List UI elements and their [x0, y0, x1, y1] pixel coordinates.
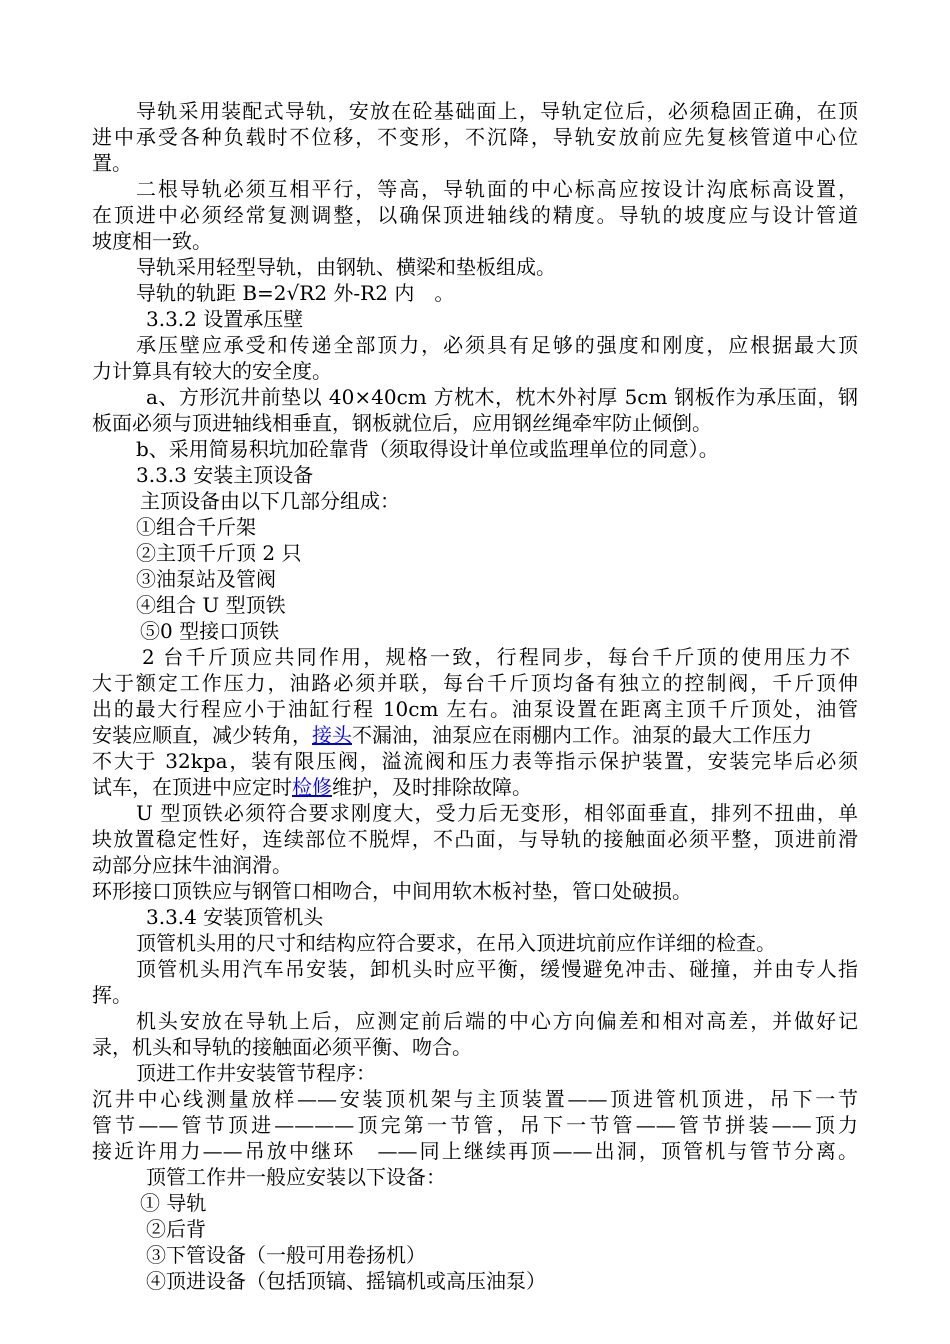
list2-item: ① 导轨 — [140, 1191, 207, 1215]
heading-3-3-4: 3.3.4 安装顶管机头 — [146, 905, 324, 929]
p14-line1: 机头安放在导轨上后，应测定前后端的中心方向偏差和相对高差，并做好记 — [136, 1009, 858, 1033]
p4: 导轨的轨距 B=2√R2 外-R2 内 。 — [136, 281, 455, 305]
list2-item: ③下管设备（一般可用卷扬机） — [146, 1243, 426, 1267]
p6-line1: a、方形沉井前垫以 40×40cm 方枕木，枕木外衬厚 5cm 钢板作为承压面，钢 — [146, 385, 858, 409]
p2-line2: 在顶进中必须经常复测调整，以确保顶进轴线的精度。导轨的坡度应与设计管道 — [92, 203, 858, 227]
p9-line2: 大于额定工作压力，油路必须并联，每台千斤顶均备有独立的控制阀，千斤顶伸 — [92, 671, 858, 695]
p14-line2: 录，机头和导轨的接触面必须平衡、吻合。 — [92, 1035, 472, 1059]
p2-line1: 二根导轨必须互相平行，等高，导轨面的中心标高应按设计沟底标高设置， — [136, 177, 858, 201]
p9-line6: 试车，在顶进中应定时检修维护，及时排除故障。 — [92, 775, 532, 799]
p12: 顶管机头用的尺寸和结构应符合要求，在吊入顶进坑前应作详细的检查。 — [136, 931, 776, 955]
list1-item: ⑤0 型接口顶铁 — [140, 619, 280, 643]
p10-line1: U 型顶铁必须符合要求刚度大，受力后无变形，相邻面垂直，排列不扭曲，单 — [136, 801, 858, 825]
p1-line2: 进中承受各种负载时不位移，不变形，不沉降，导轨安放前应先复核管道中心位 — [92, 125, 858, 149]
p16-line1: 沉井中心线测量放样——安装顶机架与主顶装置——顶进管机顶进，吊下一节 — [92, 1087, 858, 1111]
list1-item: ④组合 U 型顶铁 — [136, 593, 286, 617]
p7: b、采用简易积坑加砼靠背（须取得设计单位或监理单位的同意）。 — [136, 437, 719, 461]
p9-line5: 不大于 32kpa，装有限压阀，溢流阀和压力表等指示保护装置，安装完毕后必须 — [92, 749, 858, 773]
list2-item: ④顶进设备（包括顶镐、摇镐机或高压油泵） — [146, 1269, 546, 1293]
p8: 主顶设备由以下几部分组成： — [140, 489, 400, 513]
p10-line2: 块放置稳定性好，连续部位不脱焊，不凸面，与导轨的接触面必须平整，顶进前滑 — [92, 827, 858, 851]
p17: 顶管工作井一般应安装以下设备： — [146, 1165, 446, 1189]
p5-line1: 承压壁应承受和传递全部顶力，必须具有足够的强度和刚度，应根据最大顶 — [136, 333, 858, 357]
link-joint[interactable]: 接头 — [312, 723, 352, 747]
list2-item: ②后背 — [146, 1217, 206, 1241]
p5-line2: 力计算具有较大的安全度。 — [92, 359, 332, 383]
p15: 顶进工作井安装管节程序： — [136, 1061, 376, 1085]
list1-item: ②主顶千斤顶 2 只 — [136, 541, 302, 565]
link-maintenance[interactable]: 检修 — [292, 775, 332, 799]
p9-line1: 2 台千斤顶应共同作用，规格一致，行程同步，每台千斤顶的使用压力不 — [142, 645, 850, 669]
p16-line2: 管节——管节顶进————顶完第一节管，吊下一节管——管节拼装——顶力 — [92, 1113, 858, 1137]
p13-line1: 顶管机头用汽车吊安装，卸机头时应平衡，缓慢避免冲击、碰撞，并由专人指 — [136, 957, 858, 981]
p10-line3: 动部分应抹牛油润滑。 — [92, 853, 292, 877]
p2-line3: 坡度相一致。 — [92, 229, 212, 253]
p16-line3: 接近许用力——吊放中继环 ——同上继续再顶——出洞，顶管机与管节分离。 — [92, 1139, 858, 1163]
p3: 导轨采用轻型导轨，由钢轨、横梁和垫板组成。 — [136, 255, 556, 279]
p9-line4: 安装应顺直，减少转角，接头不漏油，油泵应在雨棚内工作。油泵的最大工作压力 — [92, 723, 812, 747]
p6-line2: 板面必须与顶进轴线相垂直，钢板就位后，应用钢丝绳牵牢防止倾倒。 — [92, 411, 712, 435]
p1-line3: 置。 — [92, 151, 132, 175]
list1-item: ③油泵站及管阀 — [136, 567, 276, 591]
p1-line1: 导轨采用装配式导轨，安放在砼基础面上，导轨定位后，必须稳固正确，在顶 — [136, 99, 858, 123]
p13-line2: 挥。 — [92, 983, 132, 1007]
heading-3-3-3: 3.3.3 安装主顶设备 — [136, 463, 314, 487]
heading-3-3-2: 3.3.2 设置承压壁 — [146, 307, 304, 331]
p9-line3: 出的最大行程应小于油缸行程 10cm 左右。油泵设置在距离主顶千斤顶处，油管 — [92, 697, 858, 721]
p11: 环形接口顶铁应与钢管口相吻合，中间用软木板衬垫，管口处破损。 — [92, 879, 692, 903]
list1-item: ①组合千斤架 — [136, 515, 256, 539]
